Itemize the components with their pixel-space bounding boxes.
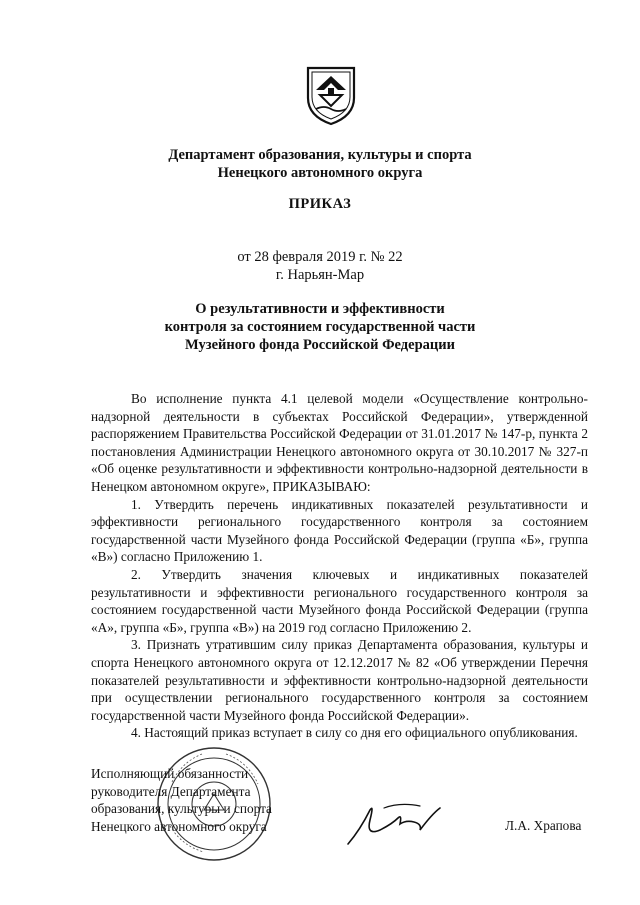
signatory-line-2: руководителя Департамента bbox=[91, 783, 251, 799]
order-date: от 28 февраля 2019 г. № 22 bbox=[237, 249, 403, 265]
coat-of-arms-emblem bbox=[302, 62, 360, 126]
body-preamble: Во исполнение пункта 4.1 целевой модели «Осуществление контрольно-надзорной деятельности в субъектах Российской Федерации», утвержденной распоряжением Правительства Российской Федерации от 31.01.2017 № 147-р, пункта 2 постановления Администрации Ненецкого автономного округа от 30.10.2017 № 327-п «Об оценке результативности и эффективности контрольно-надзорной деятельности в Ненецком автономном округе», ПРИКАЗЫВАЮ: bbox=[91, 391, 588, 494]
date-and-place bbox=[0, 248, 640, 284]
signatory-line-1: Исполняющий обязанности bbox=[91, 766, 249, 781]
order-item-4: 4. Настоящий приказ вступает в силу со дня его официального опубликования. bbox=[131, 725, 578, 741]
order-subject bbox=[0, 300, 640, 354]
order-body bbox=[91, 390, 588, 742]
handwritten-signature bbox=[340, 800, 450, 850]
subject-line-1: О результативности и эффективности bbox=[195, 301, 445, 317]
subject-line-2: контроля за состоянием государственной части bbox=[164, 319, 476, 335]
department-line-1: Департамент образования, культуры и спорта bbox=[168, 147, 472, 163]
signatory-position bbox=[91, 765, 272, 835]
subject-line-3: Музейного фонда Российской Федерации bbox=[185, 337, 455, 353]
department-name bbox=[0, 146, 640, 182]
order-item-3: 3. Признать утратившим силу приказ Департамента образования, культуры и спорта Ненецкого автономного округа от 12.12.2017 № 82 «Об утверждении Перечня показателей результативности и эффективности контрольно-надзорной деятельности при осуществлении регионального государственного контроля за состоянием государственной части Музейного фонда Российской Федерации». bbox=[91, 637, 588, 723]
document-title: ПРИКАЗ bbox=[288, 196, 352, 212]
order-item-2: 2. Утвердить значения ключевых и индикативных показателей результативности и эффективности регионального государственного контроля за состоянием государственной части Музейного фонда Российской Федерации (группа «А», группа «Б», группа «В») на 2019 год согласно Приложению 2. bbox=[91, 566, 588, 635]
signatory-name: Л.А. Храпова bbox=[505, 818, 582, 833]
department-line-2: Ненецкого автономного округа bbox=[217, 165, 423, 181]
order-item-1: 1. Утвердить перечень индикативных показателей результативности и эффективности регионального государственного контроля за состоянием государственной части Музейного фонда Российской Федерации (группа «Б», группа «В») согласно Приложению 1. bbox=[91, 496, 588, 565]
signatory-line-4: Ненецкого автономного округа bbox=[91, 818, 267, 834]
order-place: г. Нарьян-Мар bbox=[275, 267, 365, 283]
signatory-line-3: образования, культуры и спорта bbox=[91, 801, 272, 817]
